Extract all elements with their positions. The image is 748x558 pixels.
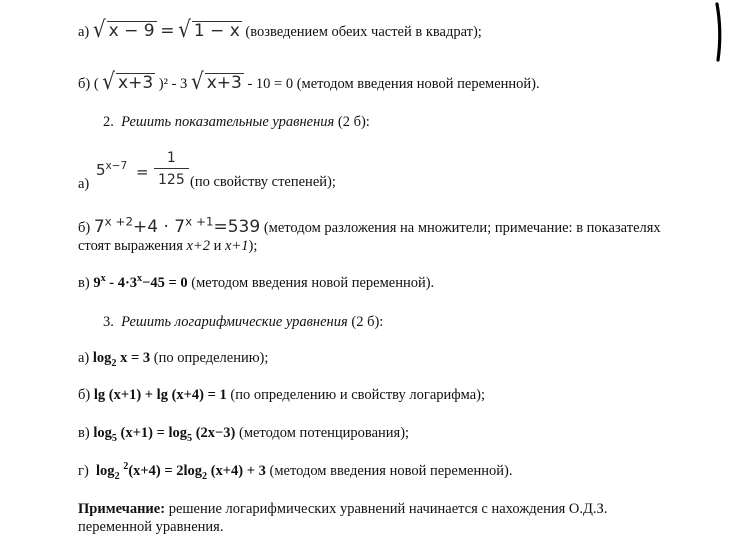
item-1a: а) √ x − 9 = √ 1 − x (возведением обеих частей в квадрат); [78,15,482,43]
sqrt-x-plus-3: √ x+3 [102,67,154,95]
note: Примечание: решение логарифмических уравнений начинается с нахождения О.Д.З. [78,501,608,517]
sqrt-lhs: √ x − 9 [92,15,155,43]
item-3b: б) lg (x+1) + lg (x+4) = 1 (по определению и свойству логарифма); [78,387,486,403]
item-2c: в) $9^x - 4\cdot 3^x-45 = 0$ (методом введения новой переменной). [78,273,435,291]
eq-3b: lg (x+1) + lg (x+4) = 1 [93,387,227,403]
eq-3a: $\log_2 x = 3$ [92,350,151,369]
item-1a-note: (возведением обеих частей в квадрат); [245,24,482,40]
eq-3c: $\log_5 (x+1) = \log_5 (2x-3)$ [93,425,236,444]
sqrt-x-plus-3-second: √ x+3 [190,67,242,95]
eq-3d: $\log_2 ^2(x+4) = 2\log_2$ (x+4) + 3 [96,461,266,482]
item-3a: а) $\log_2 x = 3$ (по определению); [78,350,269,369]
bracket-stroke [714,2,724,62]
item-2b: б) $7^{x +2}+4 \cdot 7^{x +1}=539$ (методом разложения на множители; примечание: в показателях [78,214,661,237]
eq-2c: $9^x - 4\cdot 3^x-45 = 0$ [93,273,188,291]
item-1b: б) ( √ x+3 )² - 3 √ x+3 - 10 = 0 (методом введения новой переменной). [78,67,540,95]
item-1a-label: а) [78,24,90,40]
fraction-1-125: $\frac{1}{125}$ [154,148,189,190]
exp-eq: $7^{x +2}+4 \cdot 7^{x +1}=539$ [93,214,261,237]
sqrt-rhs: √ 1 − x [178,15,240,43]
item-3c: в) $\log_5 (x+1) = \log_5 (2x-3)$ (методом потенцирования); [78,425,410,444]
note-cont: переменной уравнения. [78,519,224,535]
item-2b-note-cont: стоят выражения x+2 и x+1); [78,238,258,254]
section-3-heading: 3. Решить логарифмические уравнения (2 б): [103,314,384,330]
power-5: $5^{x-7}$ [96,160,128,179]
section-2-heading: 2. Решить показательные уравнения (2 б): [103,114,370,130]
note-label: Примечание: [78,501,166,517]
item-3d: г) $\log_2 ^2(x+4) = 2\log_2$ (x+4) + 3 (методом введения новой переменной). [78,461,513,482]
item-2a: а) $5^{x-7}$ = $\frac{1}{125}$ (по свойству степеней); [78,150,336,192]
